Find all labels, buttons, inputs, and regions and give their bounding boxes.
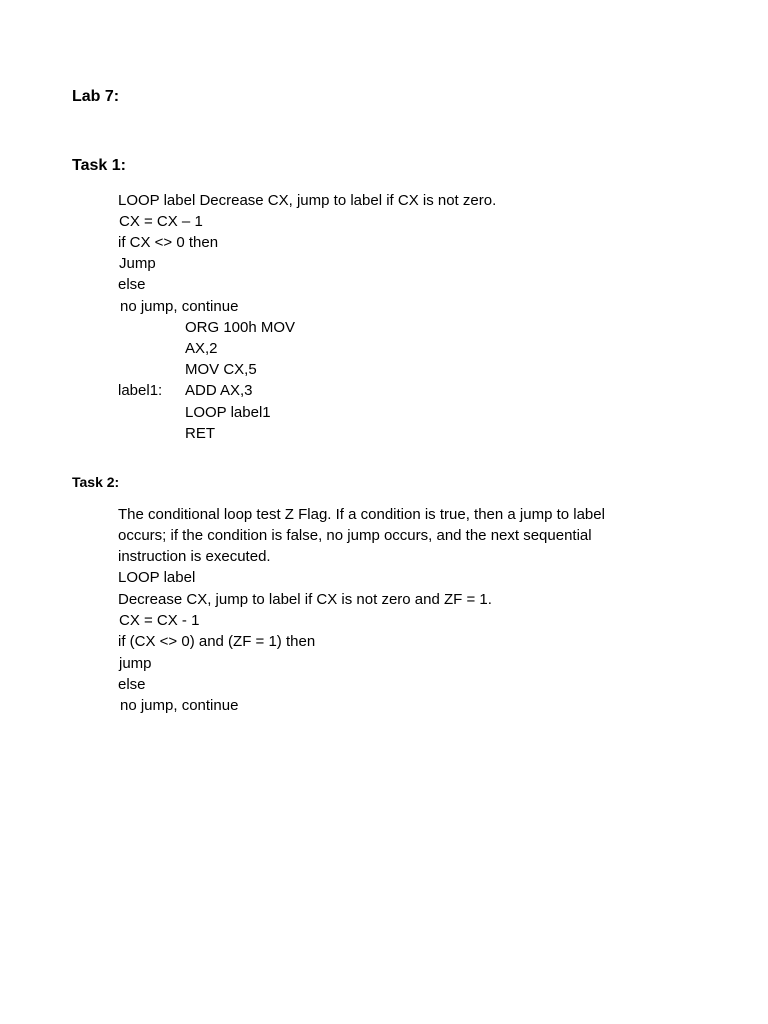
task1-line: CX = CX – 1 bbox=[119, 213, 203, 230]
code-line: AX,2 bbox=[185, 340, 218, 357]
task2-line: instruction is executed. bbox=[118, 548, 271, 565]
task2-line: else bbox=[118, 676, 146, 693]
task2-line: LOOP label bbox=[118, 569, 196, 586]
code-line: LOOP label1 bbox=[185, 404, 271, 421]
task1-line: no jump, continue bbox=[120, 298, 239, 315]
task2-line: The conditional loop test Z Flag. If a condition is true, then a jump to label bbox=[118, 506, 605, 523]
lab-title: Lab 7: bbox=[72, 88, 120, 105]
code-line: RET bbox=[185, 425, 215, 442]
code-line: ADD AX,3 bbox=[185, 382, 253, 399]
task1-heading: Task 1: bbox=[72, 157, 126, 174]
task2-line: no jump, continue bbox=[120, 697, 239, 714]
code-label: label1: bbox=[118, 382, 163, 399]
task2-line: occurs; if the condition is false, no jump occurs, and the next sequential bbox=[118, 527, 592, 544]
task1-line: Jump bbox=[119, 255, 156, 272]
task2-line: Decrease CX, jump to label if CX is not zero and ZF = 1. bbox=[118, 591, 492, 608]
task1-line: if CX <> 0 then bbox=[118, 234, 219, 251]
task2-line: if (CX <> 0) and (ZF = 1) then bbox=[118, 633, 316, 650]
task1-line: else bbox=[118, 276, 146, 293]
task1-line: LOOP label Decrease CX, jump to label if CX is not zero. bbox=[118, 192, 497, 209]
code-line: MOV CX,5 bbox=[185, 361, 257, 378]
task2-heading: Task 2: bbox=[72, 474, 120, 490]
code-line: ORG 100h MOV bbox=[185, 319, 296, 336]
task2-line: CX = CX - 1 bbox=[119, 612, 200, 629]
task2-line: jump bbox=[119, 655, 152, 672]
